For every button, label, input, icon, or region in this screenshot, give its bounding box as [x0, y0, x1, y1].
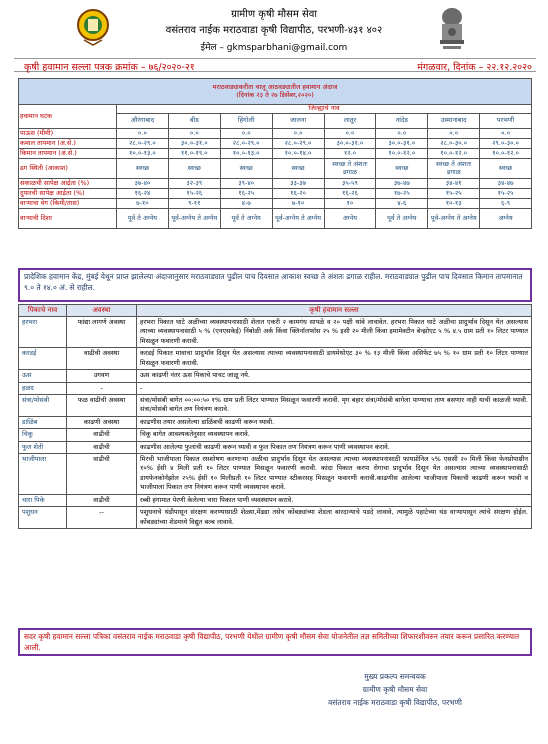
- advisory-stage: फांद्या लागणे अवस्था: [67, 317, 137, 348]
- advisory-row: [19, 348, 532, 370]
- advisory-crop: करडई: [19, 348, 67, 370]
- district-name: जालना: [272, 114, 324, 129]
- forecast-value: पूर्व ते अग्नेय: [220, 209, 272, 229]
- district-name: उस्मानाबाद: [428, 114, 480, 129]
- forecast-value: पूर्व-अग्नेय ते अग्नेय: [168, 209, 220, 229]
- email-line: ईमेल – gkmsparbhani@gmail.com: [200, 43, 348, 53]
- forecast-value: स्वच्छ: [117, 159, 169, 179]
- forecast-value: १०.०-१२.०: [480, 149, 532, 159]
- advisory-row: [19, 429, 532, 441]
- district-name: लातूर: [324, 114, 376, 129]
- forecast-value: २८.०-२९.०: [272, 139, 324, 149]
- forecast-value: स्वच्छ: [376, 159, 428, 179]
- forecast-value: २८.०-२९.०: [220, 139, 272, 149]
- forecast-value: १६-२४: [117, 189, 169, 199]
- advisory-row: [19, 454, 532, 495]
- forecast-value: १२.०: [324, 149, 376, 159]
- signature-line1: मुख्य प्रकल्प समन्वयक: [364, 672, 426, 681]
- forecast-value: ७-१०: [117, 199, 169, 209]
- forecast-value: १६-२५: [220, 189, 272, 199]
- forecast-value: ०.०: [168, 129, 220, 139]
- forecast-row: [19, 199, 532, 209]
- forecast-value: ०.०: [428, 129, 480, 139]
- advisory-text: ऊस काढणी नंतर ऊस पिकाचे पाचट जाळू नये.: [137, 370, 532, 382]
- advisory-crop: पशुधन: [19, 507, 67, 529]
- forecast-value: १०.०-१३.०: [220, 149, 272, 159]
- forecast-value: १०.०-१३.०: [117, 149, 169, 159]
- forecast-summary: प्रादेशिक हवामान केंद्र, मुंबई येथून प्राप्त झालेल्या अंदाजानुसार मराठवाड्यात पुढील पाच दिवसात आकाश स्वच्छ ते अंशतः ढगाळ राहील. मराठवाड्यात पुढील पाच दिवसात किमान तापमानात ९.० ते १४.० अं. से राहील.: [18, 268, 532, 302]
- forecast-value: ३०.०-३१.०: [168, 139, 220, 149]
- forecast-value: ०.०: [324, 129, 376, 139]
- forecast-row-label: पाऊस (मीमी): [19, 129, 117, 139]
- forecast-row: [19, 159, 532, 179]
- forecast-value: ३७-४७: [376, 179, 428, 189]
- advisory-row: [19, 441, 532, 453]
- forecast-value: ६-९: [480, 199, 532, 209]
- forecast-row-label: सकाळची सापेक्ष आर्द्रता (%): [19, 179, 117, 189]
- forecast-value: ०.०: [272, 129, 324, 139]
- forecast-value: १५-२६: [168, 189, 220, 199]
- forecast-row: [19, 129, 532, 139]
- advisory-stage: वाढीची: [67, 441, 137, 453]
- forecast-value: १५-२५: [480, 189, 532, 199]
- advisory-crop: संत्रा/मोसंबी: [19, 394, 67, 416]
- advisory-row: [19, 416, 532, 428]
- signature-line2: ग्रामीण कृषी मौसम सेवा: [362, 685, 428, 694]
- forecast-row-label: दुपारची सापेक्ष आर्द्रता (%): [19, 189, 117, 199]
- forecast-value: ७-१०: [272, 199, 324, 209]
- forecast-title: [19, 79, 532, 105]
- forecast-value: ११.०-१९.०: [168, 149, 220, 159]
- advisory-crop: फुल शेती: [19, 441, 67, 453]
- advisory-stage: वाढीची: [67, 454, 137, 495]
- forecast-value: ३२-३९: [168, 179, 220, 189]
- forecast-title-line1: मराठवाड्याकरीता चालू आठवड्यातील हवामान अंदाज: [212, 83, 338, 92]
- advisory-text: संत्रा/मोसंबी बागेत ००:००:५० १% ग्राम प्रती लिटर पाण्यात मिसळून फवारणी करावी. मृग बहार संत्रा/मोसंबी बागेला पाण्याचा ताण बसणार नाही याची काळजी घ्यावी. संत्रा/मोसंबी बागेत तण नियंत्रण करावे.: [137, 394, 532, 416]
- advisory-stage: -: [67, 382, 137, 394]
- forecast-value: अग्नेय: [480, 209, 532, 229]
- forecast-title-line2: (दिनांक २३ ते २७ डिसेंबर,२०२०): [236, 90, 314, 99]
- forecast-value: ०.०: [480, 129, 532, 139]
- forecast-value: ३०.०-३१.०: [376, 139, 428, 149]
- forecast-row-label: वाऱ्याची दिशा: [19, 209, 117, 229]
- forecast-value: २८.०-३०.०: [428, 139, 480, 149]
- forecast-value: १०.०-१४.०: [272, 149, 324, 159]
- forecast-value: ३५-५९: [324, 179, 376, 189]
- advisory-stage: उगवण: [67, 370, 137, 382]
- forecast-value: ३९-४०: [220, 179, 272, 189]
- forecast-row-label: किमान तापमान (अं.से.): [19, 149, 117, 159]
- footer-note: सदर कृषी हवामान सल्ला पत्रिका वसंतराव नाईक मराठवाडा कृषी विद्यापीठ, परभणी येथील ग्रामीण कृषी मौसम सेवा योजनेतील तज्ञ समितीच्या शिफारशीवरुन तयार करून प्रसारित करण्यात आली.: [18, 628, 532, 656]
- forecast-value: स्वच्छ: [168, 159, 220, 179]
- advisory-row: [19, 494, 532, 506]
- forecast-row-label: वाऱ्याचा वेग (किमी/तास): [19, 199, 117, 209]
- forecast-row: [19, 179, 532, 189]
- forecast-value: पूर्व-अग्नेय ते अग्नेय: [428, 209, 480, 229]
- org-name: ग्रामीण कृषी मौसम सेवा: [231, 9, 317, 20]
- advisory-crop: चिकू: [19, 429, 67, 441]
- forecast-value: १६-२६: [324, 189, 376, 199]
- param-header: हवामान घटक: [19, 105, 117, 129]
- advisory-stage: --: [67, 507, 137, 529]
- district-name: नांदेड: [376, 114, 428, 129]
- forecast-row: [19, 149, 532, 159]
- university-name: वसंतराव नाईक मराठवाडा कृषी विद्यापीठ, परभणी-४३१ ४०२: [165, 25, 383, 36]
- forecast-value: स्वच्छ ते अंशतः ढगाळ: [428, 159, 480, 179]
- advisory-text: मिरची भाजीपाला पिकात रसशोषण करणाऱ्या अळीचा प्रादुर्भाव दिसून येत असल्यास त्याच्या व्यवस्थापनासाठी फायप्रोनिल ५% एससी २० मिली किंवा फेनप्रोपाथ्रीन १०% ईसी ४ मिली प्रती १० लिटर पाण्यात मिसळून फवारणी करावी. कांदा पिकात करपा रोगाचा प्रादुर्भाव दिसून येत असल्यास त्याच्या व्यवस्थापनासाठी डायफेनकोनॅझोल २५% ईसी १० मिलीप्रती १० लिटर पाण्यात स्टीकरसह मिसळून फवारणी करावी.काढणीस आलेल्या भाजीपाला पिकाची काढणी करून घ्यावी व भाजीपाला पिकात तण नियंत्रण करून पाणी व्यवस्थापन करावे.: [137, 454, 532, 495]
- forecast-value: १६-२०: [272, 189, 324, 199]
- forecast-value: १०.०-१२.०: [428, 149, 480, 159]
- forecast-value: ३०.०-३१.०: [324, 139, 376, 149]
- advisory-crop: हरभरा: [19, 317, 67, 348]
- advisory-row: [19, 394, 532, 416]
- forecast-value: ३४-४७: [480, 179, 532, 189]
- advisory-text: करडई पिकात मावाचा प्रादुर्भाव दिसून येत असल्यास त्याच्या व्यवस्थापनासाठी डायमेथोएट ३० % १३ मीली किंवा असिफेट ७५ % १० ग्राम प्रती १० लिटर पाण्यात मिसळून फवारणी करावी.: [137, 348, 532, 370]
- crop-advisory-table: [18, 304, 532, 529]
- col-advice-header: कृषी हवामान सल्ला: [137, 305, 532, 317]
- advisory-text: पशुधनाचे थंडीपासून संरक्षण करण्यासाठी शेळ्या,मेंढ्या तसेच कोंबड्यांच्या शेडला बारदान्याचे पडदे लावावे, त्यामुळे पहाटेच्या थंड वाऱ्यापासून त्यांचे संरक्षण होईल. कोंबड्यांच्या शेडमध्ये विद्युत बल्ब लावावे.: [137, 507, 532, 529]
- forecast-value: २९.०-३०.०: [480, 139, 532, 149]
- forecast-value: ०.०: [376, 129, 428, 139]
- forecast-row-label: ढग स्थिती (आकाश): [19, 159, 117, 179]
- forecast-row: [19, 139, 532, 149]
- advisory-crop: भाजीपाला: [19, 454, 67, 495]
- forecast-value: पूर्व ते अग्नेय: [117, 209, 169, 229]
- advisory-text: हरभरा पिकात घाटे अळीच्या व्यवस्थापनासाठी शेतात एकरी २ कामगंध सापळे व २० पक्षी थांबे लावावेत. हरभरा पिकात घाटे अळीचा प्रादुर्भाव दिसून येत असल्यास त्याच्या व्यवस्थापनासाठी ५ % (एनएसकेई) निंबोळी अर्क किंवा क्लिनॉलफॉस २५ % इसी २० मीली किंवा इमामेक्टीन बेन्झोएट ५ % ४.५ ग्राम प्रती १० लिटर पाण्यात मिसळून फवारणी करावी.: [137, 317, 532, 348]
- weather-forecast-table: [18, 78, 532, 229]
- advisory-stage: काढणी अवस्था: [67, 416, 137, 428]
- district-name: हिंगोली: [220, 114, 272, 129]
- forecast-value: ०.०: [117, 129, 169, 139]
- advisory-stage: वाढीची: [67, 494, 137, 506]
- advisory-crop: ऊस: [19, 370, 67, 382]
- forecast-value: ४-६: [376, 199, 428, 209]
- letterhead: [0, 0, 548, 62]
- forecast-value: पूर्व ते अग्नेय: [376, 209, 428, 229]
- advisory-row: [19, 370, 532, 382]
- forecast-value: स्वच्छ: [220, 159, 272, 179]
- forecast-value: ०.०: [220, 129, 272, 139]
- forecast-row: [19, 189, 532, 199]
- advisory-crop: चारा पिके: [19, 494, 67, 506]
- advisory-text: रब्बी हंगामात पेरणी केलेल्या चारा पिकात पाणी व्यवस्थापन करावे.: [137, 494, 532, 506]
- bulletin-bar: [14, 58, 536, 72]
- forecast-value: १५-२५: [428, 189, 480, 199]
- district-name: बीड: [168, 114, 220, 129]
- advisory-text: काढणीस आलेल्या फुलांची काढणी करून घ्यावी व फुल पिकात तण नियंत्रण करून पाणी व्यवस्थापन करावे.: [137, 441, 532, 453]
- forecast-value: ९-११: [168, 199, 220, 209]
- district-name: औरंगाबाद: [117, 114, 169, 129]
- advisory-stage: वाढीची: [67, 429, 137, 441]
- forecast-value: ४-७: [220, 199, 272, 209]
- forecast-value: १०: [324, 199, 376, 209]
- forecast-value: स्वच्छ ते अंशतः ढगाळ: [324, 159, 376, 179]
- advisory-row: [19, 382, 532, 394]
- district-header: जिल्ह्याचे नाव: [117, 105, 532, 114]
- forecast-value: ३४-४१: [428, 179, 480, 189]
- advisory-crop: डाळिंब: [19, 416, 67, 428]
- advisory-stage: फळ वाढीची अवस्था: [67, 394, 137, 416]
- forecast-value: स्वच्छ: [272, 159, 324, 179]
- forecast-value: २८.०-२९.०: [117, 139, 169, 149]
- advisory-text: -: [137, 382, 532, 394]
- advisory-stage: वाढीची अवस्था: [67, 348, 137, 370]
- forecast-row-label: कमाल तापमान (अं.से.): [19, 139, 117, 149]
- forecast-value: ३७-४०: [117, 179, 169, 189]
- advisory-crop: हळद: [19, 382, 67, 394]
- forecast-value: १०.०-१२.०: [376, 149, 428, 159]
- signature-line3: वसंतराव नाईक मराठवाडा कृषी विद्यापीठ, परभणी: [328, 698, 462, 707]
- forecast-value: पूर्व-अग्नेय ते अग्नेय: [272, 209, 324, 229]
- advisory-row: [19, 317, 532, 348]
- col-stage-header: अवस्था: [67, 305, 137, 317]
- forecast-value: अग्नेय: [324, 209, 376, 229]
- advisory-text: चिकू बागेत आवश्यकतेनुसार व्यवस्थापन करावे.: [137, 429, 532, 441]
- forecast-row: [19, 209, 532, 229]
- advisory-row: [19, 507, 532, 529]
- district-name: परभणी: [480, 114, 532, 129]
- advisory-text: काढणीस तयार असलेल्या डाळिंबची काढणी करून घ्यावी.: [137, 416, 532, 428]
- forecast-value: ३३-३७: [272, 179, 324, 189]
- bulletin-number: कृषी हवामान सल्ला पत्रक क्रमांक – ७६/२०२०-२१: [24, 62, 195, 73]
- forecast-value: १०-१३: [428, 199, 480, 209]
- col-crop-header: पिकाचे नाव: [19, 305, 67, 317]
- forecast-value: १७-२५: [376, 189, 428, 199]
- bulletin-date: मंगळवार, दिनांक – २२.१२.२०२०: [417, 62, 532, 73]
- forecast-value: स्वच्छ: [480, 159, 532, 179]
